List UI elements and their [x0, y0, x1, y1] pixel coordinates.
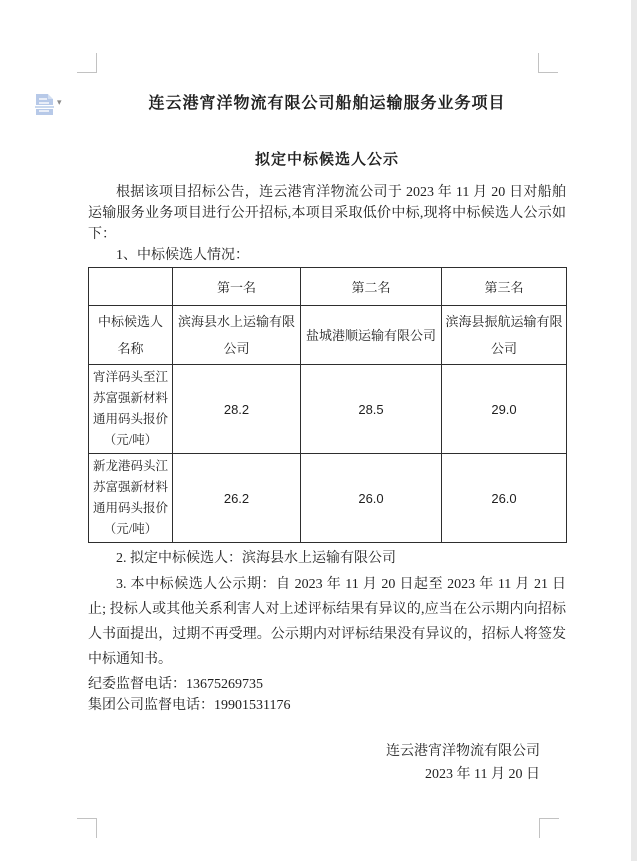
price-cell-1-2: 28.5: [301, 365, 442, 454]
paste-options-button[interactable]: [34, 94, 68, 118]
signature-company: 连云港宵洋物流有限公司: [386, 744, 540, 759]
price-cell-2-3: 26.0: [442, 454, 567, 543]
price-cell-1-3: 29.0: [442, 365, 567, 454]
folded-corner-icon: [48, 94, 53, 99]
list-item-3: 3. 本中标候选人公示期：自 2023 年 11 月 20 日起至 2023 年 11 月 21 日止; 投标人或其他关系利害人对上述评标结果有异议的,应当在公示期内向招标人书面提出，过期不再受理。公示期内对评标结果没有异议的，招标人将签发中标通知书。: [88, 577, 566, 667]
phone-line-group: 集团公司监督电话：19901531176: [88, 698, 291, 713]
price-cell-2-2: 26.0: [301, 454, 442, 543]
list-item-2: 2. 拟定中标候选人：滨海县水上运输有限公司: [116, 551, 396, 566]
clipboard-paste-icon: [36, 94, 53, 115]
rank-header-3: 第三名: [442, 268, 567, 306]
page-subtitle: 拟定中标候选人公示: [254, 152, 399, 168]
phone-line-discipline: 纪委监督电话：13675269735: [88, 677, 263, 692]
text-boundary-mark-top-left: [77, 53, 97, 73]
text-boundary-mark-bottom-right: [539, 818, 559, 838]
page-right-edge: [631, 0, 637, 861]
price-cell-1-1: 28.2: [173, 365, 301, 454]
signature-date: 2023 年 11 月 20 日: [425, 767, 540, 782]
row-label-price-1: 宵洋码头至江苏富强新材料通用码头报价（元/吨）: [89, 365, 173, 454]
dropdown-arrow-icon: ▾: [57, 98, 62, 108]
table-row-company-names: [89, 306, 567, 365]
supervision-phones: [88, 674, 566, 716]
text-boundary-mark-top-right: [538, 53, 558, 73]
table-row-price-1: [89, 365, 567, 454]
company-cell-3: 滨海县振航运输有限公司: [442, 306, 567, 365]
company-cell-2: 盐城港顺运输有限公司: [301, 306, 442, 365]
table-row-rank-headers: [89, 268, 567, 306]
company-cell-1: 滨海县水上运输有限公司: [173, 306, 301, 365]
table-corner-cell: [89, 268, 173, 306]
price-cell-2-1: 26.2: [173, 454, 301, 543]
table-row-price-2: [89, 454, 567, 543]
page-title: 连云港宵洋物流有限公司船舶运输服务业务项目: [148, 95, 506, 112]
signature-block: [88, 740, 566, 786]
rank-header-2: 第二名: [301, 268, 442, 306]
row-label-candidate-name: 中标候选人名称: [89, 306, 173, 365]
rank-header-1: 第一名: [173, 268, 301, 306]
row-label-price-2: 新龙港码头江苏富强新材料通用码头报价（元/吨）: [89, 454, 173, 543]
intro-paragraph: 根据该项目招标公告，连云港宵洋物流公司于 2023 年 11 月 20 日对船舶运输服务业务项目进行公开招标,本项目采取低价中标,现将中标候选人公示如下：: [88, 185, 566, 242]
text-boundary-mark-bottom-left: [77, 818, 97, 838]
list-item-1: 1、中标候选人情况：: [116, 248, 249, 263]
document-body: [88, 88, 566, 786]
candidates-table: [88, 267, 567, 543]
